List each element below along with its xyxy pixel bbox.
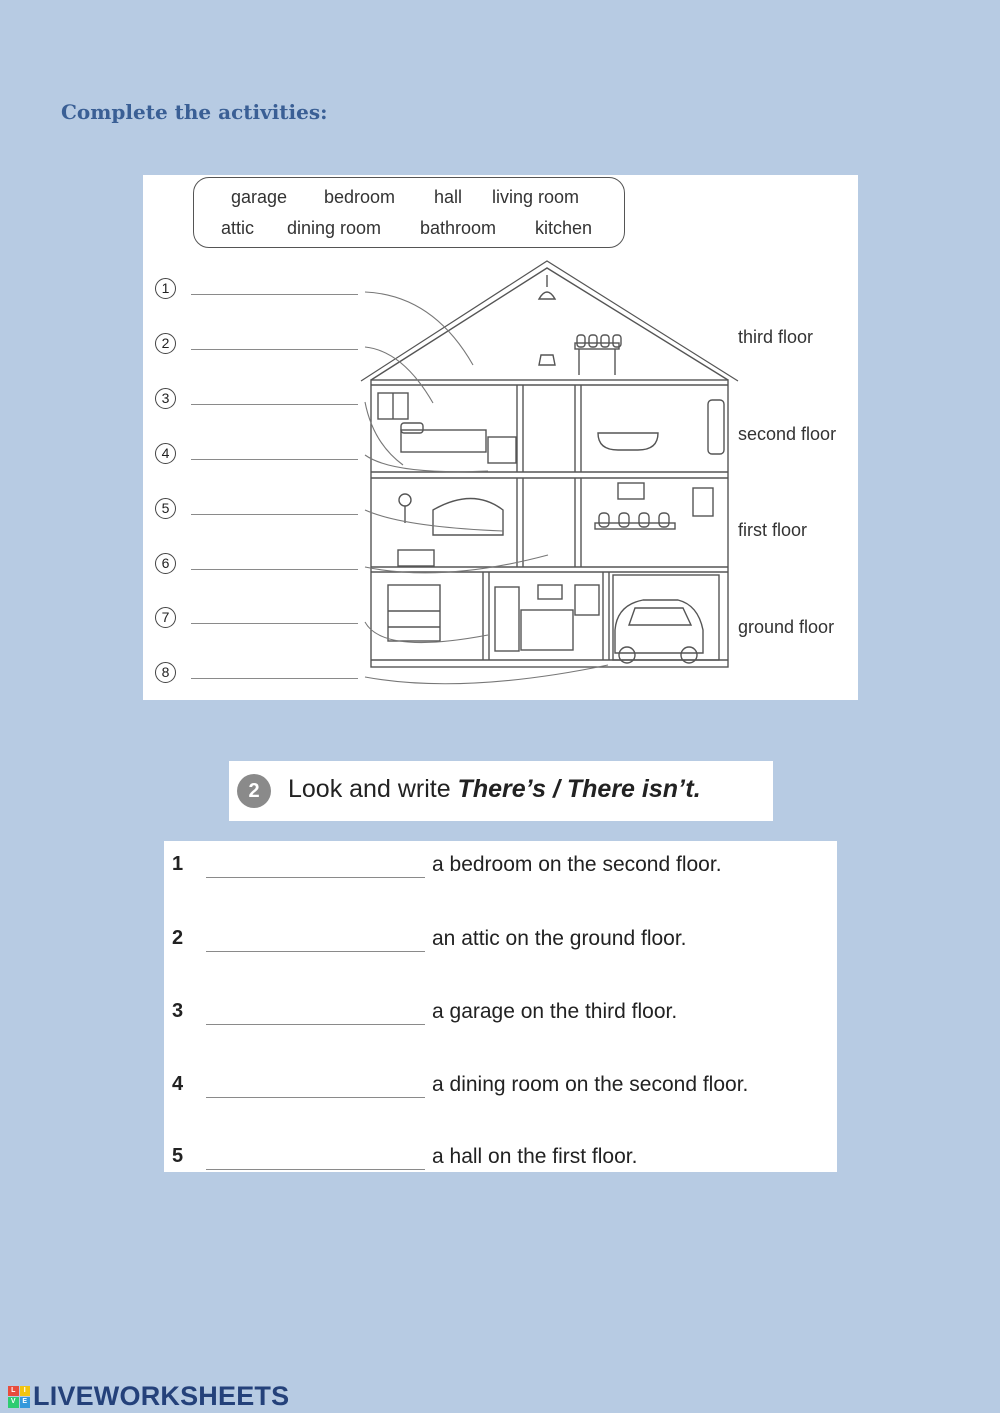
- sentence-text: a bedroom on the second floor.: [432, 853, 722, 876]
- activity2-instruction: [288, 775, 701, 804]
- sentence-row: [164, 992, 837, 1032]
- label-number-7: 7: [155, 607, 176, 628]
- label-number-3: 3: [155, 388, 176, 409]
- sentence-number: 1: [172, 853, 184, 875]
- sentence-row: [164, 845, 837, 885]
- sentence-answer-blank[interactable]: [206, 1169, 425, 1170]
- sentence-number: 2: [172, 927, 184, 949]
- word-garage: garage: [231, 187, 288, 207]
- sentence-row: [164, 1137, 837, 1177]
- sentence-answer-blank[interactable]: [206, 1097, 425, 1098]
- liveworksheets-logo[interactable]: [8, 1381, 289, 1412]
- word-bedroom: bedroom: [324, 187, 396, 207]
- label-number-2: 2: [155, 333, 176, 354]
- word-attic: attic: [221, 218, 255, 238]
- label-number-6: 6: [155, 553, 176, 574]
- instruction-heading: Complete the activities:: [61, 100, 328, 124]
- header-option-a: There’s: [457, 775, 547, 803]
- sentence-answer-blank[interactable]: [206, 1024, 425, 1025]
- logo-text: LIVEWORKSHEETS: [33, 1381, 290, 1411]
- sentence-number: 4: [172, 1073, 184, 1095]
- sentence-row: [164, 919, 837, 959]
- header-option-b: There isn’t.: [566, 775, 701, 803]
- sentence-row: [164, 1065, 837, 1105]
- sentence-number: 5: [172, 1145, 184, 1167]
- activity-number-badge: 2: [237, 774, 271, 808]
- word-living-room: living room: [492, 187, 580, 207]
- sentence-text: an attic on the ground floor.: [432, 927, 687, 950]
- word-dining-room: dining room: [287, 218, 382, 238]
- sentence-number: 3: [172, 1000, 184, 1022]
- sentence-answer-blank[interactable]: [206, 951, 425, 952]
- floor-label-third: third floor: [738, 327, 814, 347]
- sentence-text: a dining room on the second floor.: [432, 1073, 749, 1096]
- header-separator: /: [546, 775, 567, 803]
- label-number-1: 1: [155, 278, 176, 299]
- activity2-panel: [164, 841, 837, 1172]
- floor-label-first: first floor: [738, 520, 808, 540]
- sentence-text: a garage on the third floor.: [432, 1000, 678, 1023]
- floor-label-ground: ground floor: [738, 617, 835, 637]
- activity2-header: [229, 761, 773, 821]
- word-hall: hall: [434, 187, 463, 207]
- header-prefix: Look and write: [288, 775, 458, 803]
- activity1-panel: [143, 175, 858, 700]
- label-number-8: 8: [155, 662, 176, 683]
- floor-label-second: second floor: [738, 424, 837, 444]
- logo-mark-icon: L I V E: [8, 1386, 30, 1408]
- sentence-text: a hall on the first floor.: [432, 1145, 638, 1168]
- label-number-5: 5: [155, 498, 176, 519]
- word-kitchen: kitchen: [535, 218, 593, 238]
- word-bathroom: bathroom: [420, 218, 497, 238]
- label-number-4: 4: [155, 443, 176, 464]
- sentence-answer-blank[interactable]: [206, 877, 425, 878]
